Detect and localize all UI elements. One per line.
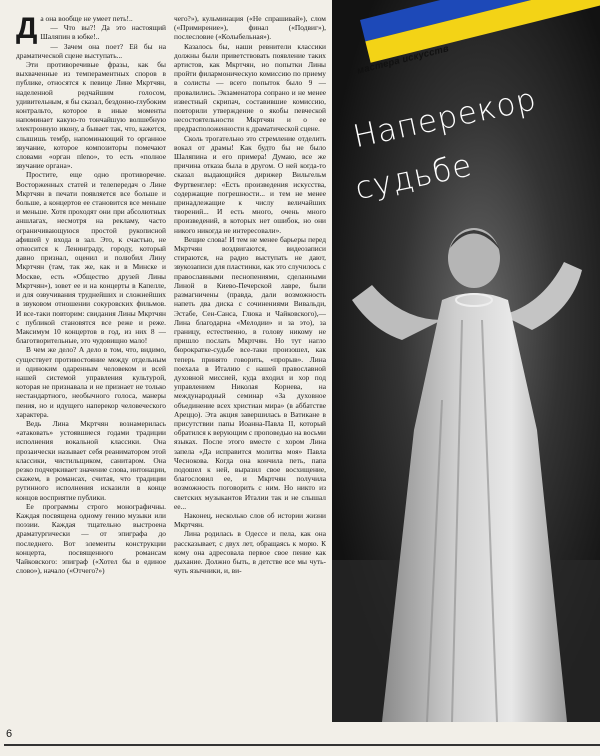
article-paragraph: — Зачем она поет? Ей бы на драматической сцене выступать... bbox=[16, 41, 166, 60]
page-number: 6 bbox=[6, 728, 13, 740]
article-paragraph: Наконец, несколько слов об истории жизни Мкртчян. bbox=[174, 510, 326, 530]
article-column-2 bbox=[174, 14, 326, 726]
article-paragraph: Простите, еще одно противоречие. Восторженных статей и телепередач о Лине Мкртчян в печати появляется все больше и больше, а концертов ее становится все меньше и меньше. Хотя проходят они при абсолютных аншлагах, несмотря на рекламу, часто ограничивающуюся простой рукописной афишей у входа в зал. Это, к счастью, не относится к Ленинграду, городу, который давно признал, оценил и полюбил Лину Мкртчян (там, так же, как и в Минске и Москве, есть «Общество друзей Лины Мкртчян»), зовет ее и на концерты в Капелле, и для озвучивания труднейших и сложнейших в звуковом отношении сокуровских фильмов. И все-таки повторим: свидания Лины Мкртчян с публикой становятся все реже и реже. Максимум 10 концертов в год, из них 8 — благотворительные, это чудовищно мало! bbox=[16, 170, 166, 346]
article-paragraph: Эти противоречивые фразы, как бы выхваченные из темпераментных споров в публике, относятся к певице Лине Мкртчян, наделенной редчайшим голосом, удивительным, я бы сказал, бездонно-глубоким контральто, которое в иные моменты напоминает какую-то тончайшую волшебную электронную икону, а бывает так, что, кажется, слышишь тембр, напоминающий то органное звучание, которое композиторы помечают словами «орган пleno», то есть «полное звучание органа». bbox=[16, 60, 166, 171]
article-paragraph: Казалось бы, наши ревнители классики должны были приветствовать появление таких артистов, как Мкртчян, но попытки Лины пройти филармоническую комиссию по приему в солисты — всего попыток было 9 — провалились. Экзаменатора сопрано и не менее известный скрипач, составившие комиссию, повторили утверждение о якобы певческой несостоятельности Мкртчян и о ее предрасположенности к драматической сцене. bbox=[174, 41, 326, 134]
bottom-rule bbox=[4, 744, 600, 746]
article-column-1 bbox=[16, 14, 166, 726]
headline-line-1: Наперекор bbox=[350, 81, 540, 156]
article-paragraph: Вещие слова! И тем не менее барьеры перед Мкртчян воздвигаются, видеозаписи стираются, на радио выступать не дают, звукозаписи для пластинки, как это случилось с православными песнопениями, сделанными Линой в Киево-Печерской лавре, были размагничены (правда, дали возможность напеть два диска с сочинениями Вивальди, Эстабе, Сен-Санса, Глюка и Чайковского),— Лина благодарна «Мелодии» и за это), за границу, естественно, в голову никому не пришло послать Мкртчян. Но тут нагло бюрократке-судьбе все-таки произошел, как теперь принято говорить, «прорыв». Лина поехала в Италию с нашей православной духовной миссией, куда входил и хор под управлением Николая Корнева, на международный семинар «За духовное объединение всех христиан мира» (в аббатстве Ареццо). Эта акция завершилась в Ватикане в присутствии папы Иоанна-Павла II, который обратился к верующим с проповедью на восьми языках. После этого вместе с хором Лина запела «Да исправится молитва моя» Павла Чеснокова. Когда она кончила петь, папа подошел к ней, выразил свое восхищение, благословил ее, и Мкртчян получила возможность поговорить с ним. Но никто из светских музыкантов Италии так и не слышал ее... bbox=[174, 234, 326, 511]
article-paragraph: Сколь трогательно это стремление отделить вокал от драмы! Как будто бы не было Шаляпина и его примера! Думаю, все же причина отказа была в другом. О ней когда-то сказал выдающийся дирижер Вильгельм Фуртвенглер: «Есть произведения искусства, содержащие погрешности... и тем не менее принадлежащие к числу величайших творений... И есть много, очень много произведений, в которых нет ошибок, но они никого никогда не интересовали». bbox=[174, 133, 326, 235]
dropcap: Д bbox=[16, 14, 38, 45]
article-paragraph: Ее программы строго монографичны. Каждая посвящена одному гению музыки или поэзии. Каждая тщательно выстроена драматургически — от эпиграфа до последнего. Вот элементы конструкции концерта, посвященного романсам Чайковского: эпиграф («Хотел бы в единое слово»), начало («Отчего?») bbox=[16, 501, 166, 576]
article-paragraph: В чем же дело? А дело в том, что, видимо, существует противостояние между отдельным и одиноким одаренным человеком и всей нашей системой управления культурой, которая не признавала и не признает не только нестандартного, необычного голоса, манеры пения, но и идущего наперекор человеческого характера. bbox=[16, 345, 166, 419]
article-paragraph: чего?»), кульминация («Не спрашивай»), слом («Примирение»), финал («Подвиг»), послесловие («Колыбельная»). bbox=[174, 14, 326, 42]
article-paragraph: Ведь Лина Мкртчян вознамерилась «атаковать» устоявшиеся годами традиции исполнения вокальной классики. Она прозаически называет себя реаниматором этой классики, чистильщиком, санитаром. Она резко подчеркивает значение слова, интонации, скажем, в романсах, считая, что традиции рутинного исполнения исказили в конце концов восприятие публики. bbox=[16, 418, 166, 502]
article-paragraph: Да она вообще не умеет петь!.. bbox=[16, 14, 133, 45]
headline-line-2: судьбе bbox=[352, 147, 476, 208]
article-paragraph: Лина родилась в Одессе и пела, как она рассказывает, с двух лет, обращаясь к морю. К кому она адресовала первое свое пение как дыхание. Должно быть, в детстве все мы чуть-чуть язычники, и, ви- bbox=[174, 529, 326, 576]
article-paragraph: — Что вы?! Да это настоящий Шаляпин в юбке!.. bbox=[40, 23, 166, 42]
rubric-label: мастера искусств bbox=[356, 43, 451, 77]
